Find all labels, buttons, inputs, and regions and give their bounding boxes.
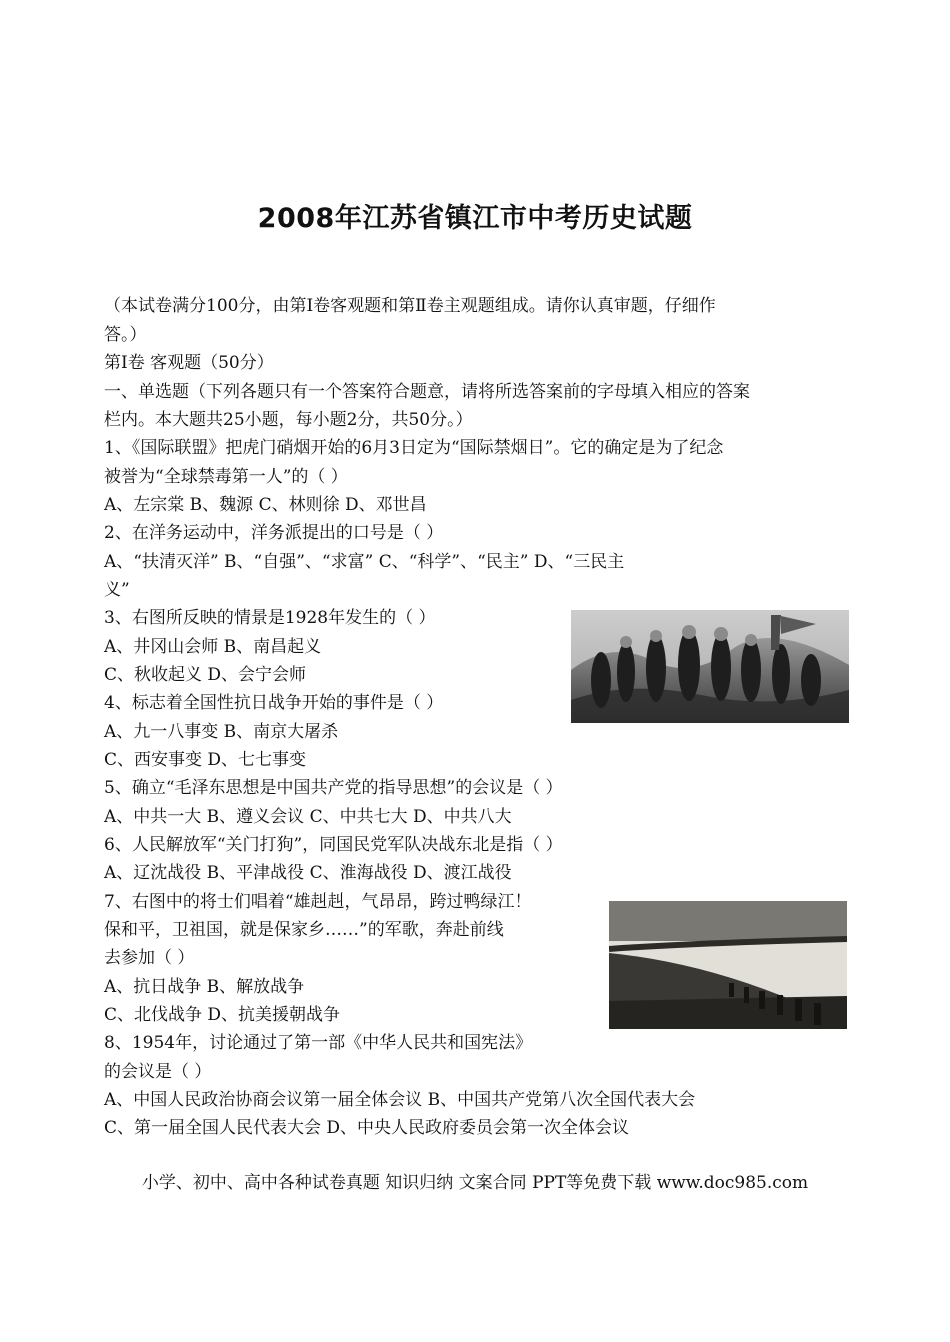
intro-line: （本试卷满分100分，由第Ⅰ卷客观题和第Ⅱ卷主观题组成。请你认真审题，仔细作	[104, 296, 716, 316]
page-title: 2008年江苏省镇江市中考历史试题	[257, 203, 693, 234]
question-2-options: A、“扶清灭洋” B、“自强”、“求富” C、“科学”、“民主” D、“三民主	[104, 552, 625, 572]
part-instructions: 栏内。本大题共25小题，每小题2分，共50分。）	[104, 410, 473, 430]
question-3-text: 3、右图所反映的情景是1928年发生的（ ）	[104, 608, 436, 628]
question-3-options: A、井冈山会师 B、南昌起义	[104, 637, 322, 657]
question-3-picture	[571, 610, 849, 723]
question-7-text: 去参加（ ）	[104, 948, 195, 968]
question-8-options: A、中国人民政治协商会议第一届全体会议 B、中国共产党第八次全国代表大会	[104, 1090, 696, 1110]
question-6-options: A、辽沈战役 B、平津战役 C、淮海战役 D、渡江战役	[104, 863, 512, 883]
question-7-text: 保和平，卫祖国，就是保家乡……”的军歌，奔赴前线	[104, 920, 504, 940]
question-8-text: 8、1954年，讨论通过了第一部《中华人民共和国宪法》	[104, 1033, 533, 1053]
question-7-options: A、抗日战争 B、解放战争	[104, 977, 305, 997]
question-7-picture	[609, 901, 847, 1029]
question-1-text: 1、《国际联盟》把虎门硝烟开始的6月3日定为“国际禁烟日”。它的确定是为了纪念	[104, 438, 724, 458]
bridge-crossing-image	[609, 901, 847, 1029]
question-6-text: 6、人民解放军“关门打狗”，同国民党军队决战东北是指（ ）	[104, 835, 563, 855]
page-footer: 小学、初中、高中各种试卷真题 知识归纳 文案合同 PPT等免费下载 www.doc985.com	[141, 1173, 809, 1193]
section-heading: 第Ⅰ卷 客观题（50分）	[104, 353, 274, 373]
question-8-text: 的会议是（ ）	[104, 1062, 212, 1082]
question-7-options: C、北伐战争 D、抗美援朝战争	[104, 1005, 341, 1025]
question-2-options: 义”	[104, 580, 130, 600]
question-4-text: 4、标志着全国性抗日战争开始的事件是（ ）	[104, 693, 444, 713]
question-4-options: C、西安事变 D、七七事变	[104, 750, 307, 770]
question-1-text: 被誉为“全球禁毒第一人”的（ ）	[104, 467, 348, 487]
intro-line: 答。）	[104, 325, 147, 345]
part-instructions: 一、单选题（下列各题只有一个答案符合题意，请将所选答案前的字母填入相应的答案	[104, 382, 750, 402]
question-8-options: C、第一届全国人民代表大会 D、中央人民政府委员会第一次全体会议	[104, 1118, 630, 1138]
question-5-text: 5、确立“毛泽东思想是中国共产党的指导思想”的会议是（ ）	[104, 778, 563, 798]
question-4-options: A、九一八事变 B、南京大屠杀	[104, 722, 339, 742]
question-5-options: A、中共一大 B、遵义会议 C、中共七大 D、中共八大	[104, 807, 512, 827]
question-3-options: C、秋收起义 D、会宁会师	[104, 665, 307, 685]
question-2-text: 2、在洋务运动中，洋务派提出的口号是（ ）	[104, 523, 444, 543]
meeting-painting-image	[571, 610, 849, 723]
question-7-text: 7、右图中的将士们唱着“雄赳赳，气昂昂，跨过鸭绿江！	[104, 892, 532, 912]
question-1-options: A、左宗棠 B、魏源 C、林则徐 D、邓世昌	[104, 495, 427, 515]
